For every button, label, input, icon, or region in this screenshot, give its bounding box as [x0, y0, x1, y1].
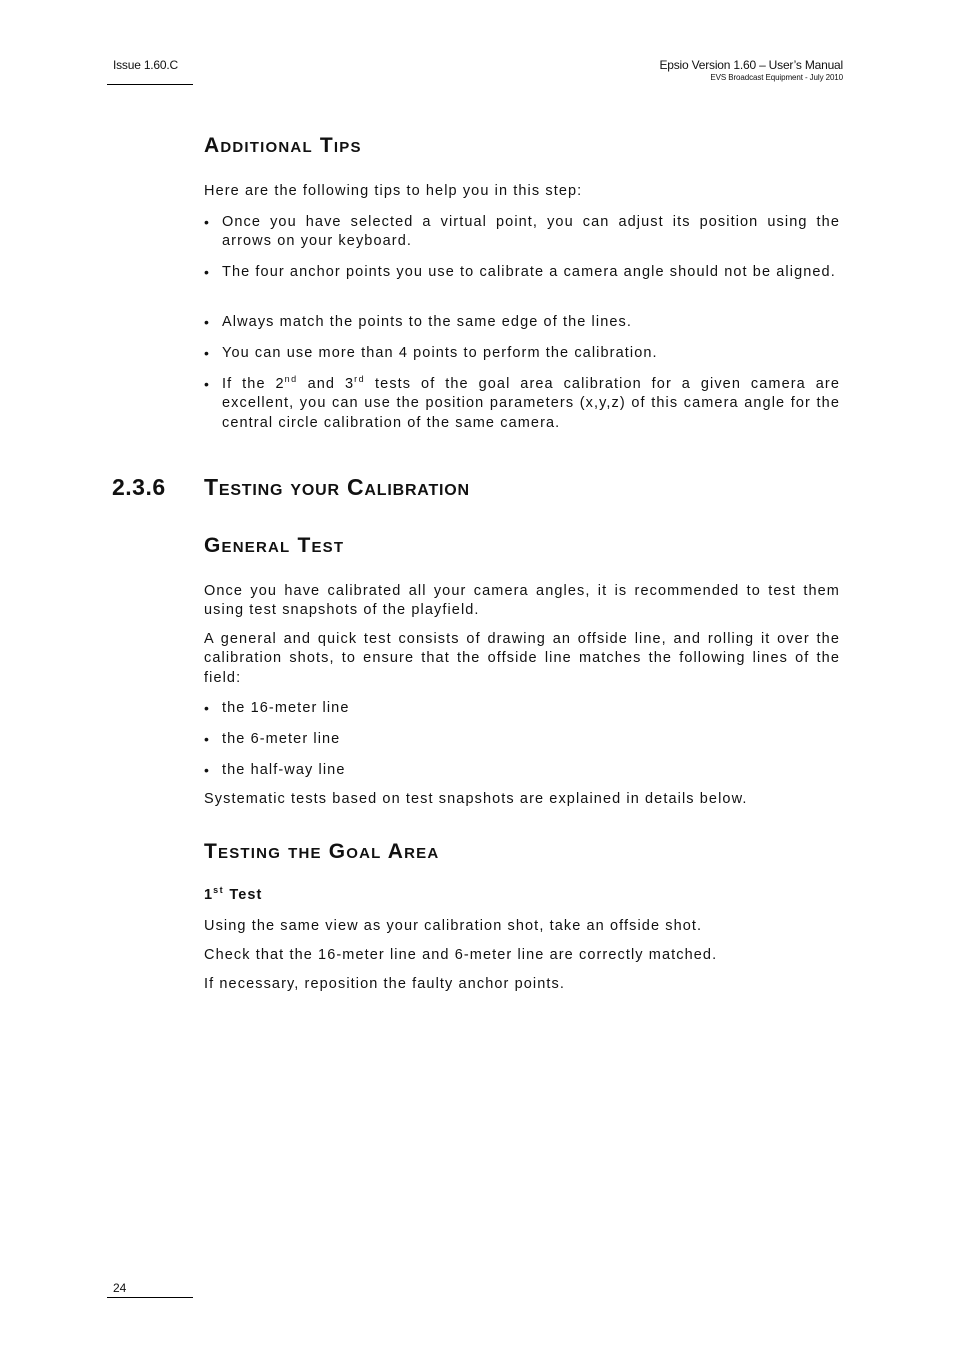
header-manual-title: Epsio Version 1.60 – User’s Manual — [659, 58, 843, 72]
general-para-3: Systematic tests based on test snapshots are explained in details below. — [204, 791, 748, 807]
heading-goal-area: Testing the Goal Area — [204, 840, 440, 863]
header-issue: Issue 1.60.C — [113, 58, 178, 72]
list-item — [204, 213, 840, 252]
tip-text: Always match the points to the same edge of the lines. — [222, 314, 633, 330]
list-item — [204, 375, 840, 433]
goal-line-2: Check that the 16-meter line and 6-meter line are correctly matched. — [204, 947, 718, 963]
tip-text: Once you have selected a virtual point, you can adjust its position using the arrows on your keyboard. — [222, 214, 840, 250]
goal-line-1: Using the same view as your calibration shot, take an offside shot. — [204, 918, 703, 934]
section-title: Testing your Calibration — [204, 474, 470, 500]
tip-text: You can use more than 4 points to perform the calibration. — [222, 345, 658, 361]
footer-divider — [107, 1297, 193, 1298]
bullet-icon: • — [204, 376, 209, 392]
heading-additional-tips: Additional Tips — [204, 134, 362, 157]
subheading-first-test: 1st Test — [204, 885, 263, 903]
bullet-icon: • — [204, 345, 209, 361]
line-item-text: the 16-meter line — [222, 700, 350, 716]
general-para-2: A general and quick test consists of drawing an offside line, and rolling it over the calibration shots, to ensure that the offside line matches the following lines of the field: — [204, 631, 840, 686]
section-number: 2.3.6 — [112, 474, 166, 500]
tips-intro: Here are the following tips to help you in this step: — [204, 183, 583, 199]
line-item-text: the half-way line — [222, 762, 346, 778]
list-item — [204, 313, 840, 332]
general-para-1: Once you have calibrated all your camera angles, it is recommended to test them using test snapshots of the playfield. — [204, 583, 840, 619]
bullet-icon: • — [204, 214, 209, 230]
list-item — [204, 730, 840, 749]
header-publisher: EVS Broadcast Equipment - July 2010 — [710, 73, 843, 82]
list-item — [204, 263, 840, 282]
tip-text: If the 2nd and 3rd tests of the goal area calibration for a given camera are excellent, you can use the position parameters (x,y,z) of this camera angle for the central circle calibration of the same camera. — [222, 374, 840, 431]
list-item — [204, 761, 840, 780]
bullet-icon: • — [204, 731, 209, 747]
header-right — [659, 58, 843, 82]
bullet-icon: • — [204, 264, 209, 280]
section-heading — [112, 474, 470, 501]
bullet-icon: • — [204, 762, 209, 778]
heading-general-test: General Test — [204, 534, 345, 557]
page-number: 24 — [113, 1281, 127, 1295]
tip-text: The four anchor points you use to calibrate a camera angle should not be aligned. — [222, 264, 836, 280]
bullet-icon: • — [204, 700, 209, 716]
line-item-text: the 6-meter line — [222, 731, 341, 747]
bullet-icon: • — [204, 314, 209, 330]
list-item — [204, 344, 840, 363]
goal-line-3: If necessary, reposition the faulty anchor points. — [204, 976, 566, 992]
header-divider — [107, 84, 193, 85]
list-item — [204, 699, 840, 718]
